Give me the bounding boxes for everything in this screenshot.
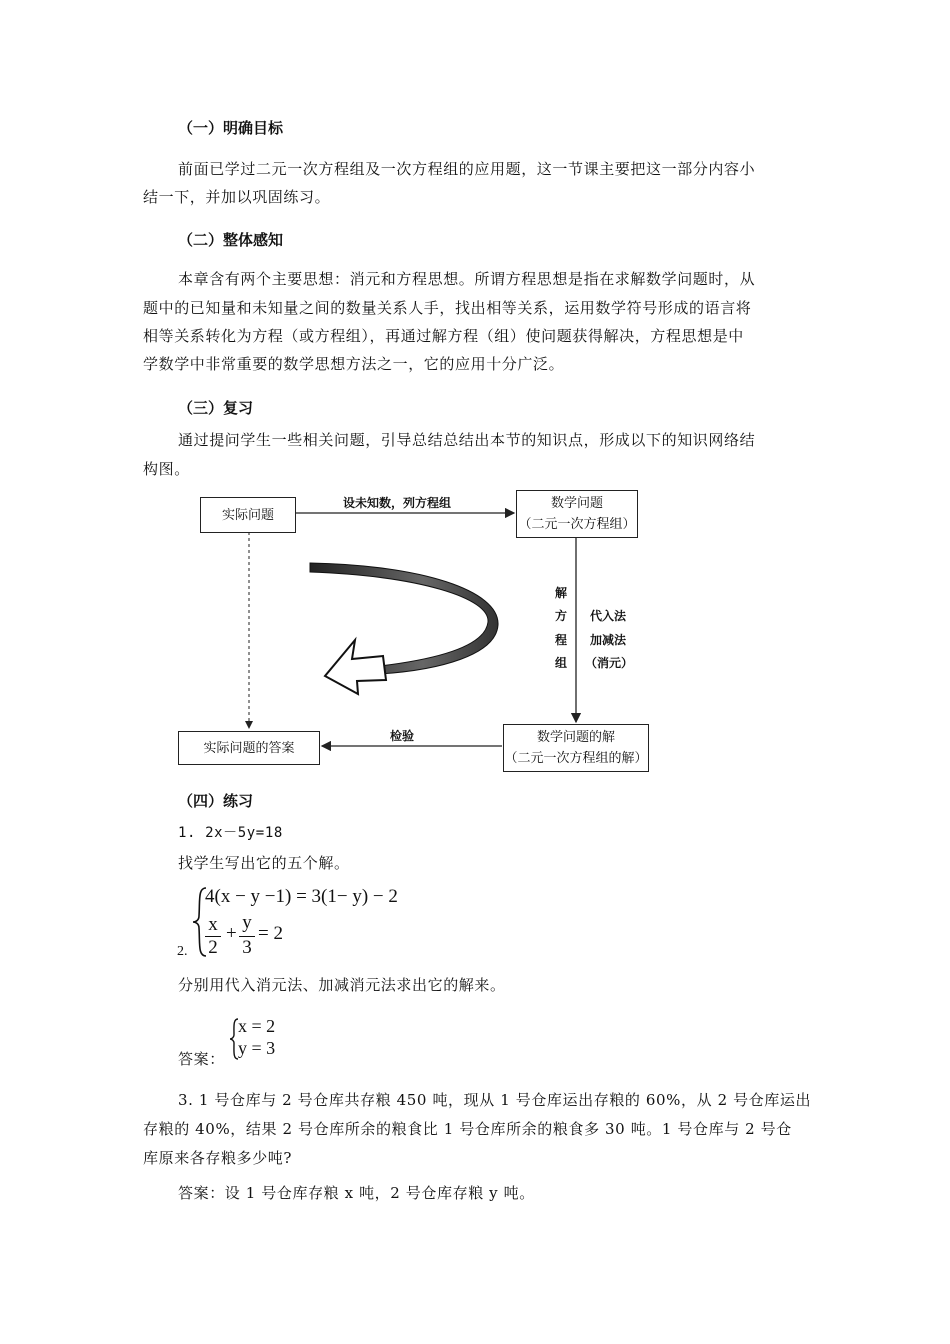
paragraph-line: 题中的已知量和未知量之间的数量关系人手，找出相等关系，运用数学符号形成的语言将 <box>143 299 752 317</box>
paragraph-line: 相等关系转化为方程（或方程组），再通过解方程（组）使问题获得解决，方程思想是中 <box>143 327 744 345</box>
label-method: 代入法 <box>590 609 627 623</box>
answer-x: x = 2 <box>238 1016 276 1036</box>
box-label: （二元一次方程组） <box>518 517 636 532</box>
hollow-arrow-head <box>325 640 386 694</box>
exercise-2-number: 2. <box>177 944 188 959</box>
exercise-1-text: 找学生写出它的五个解。 <box>178 854 350 872</box>
label-method: （消元） <box>585 656 634 670</box>
paragraph-line: 存粮的 40%，结果 2 号仓库所余的粮食比 1 号仓库所余的粮食多 30 吨。1 号仓库与 2 号仓 <box>143 1120 792 1138</box>
paragraph-line: 结一下，并加以巩固练习。 <box>143 188 331 206</box>
fraction-denominator: 2 <box>208 937 218 958</box>
label-formulate: 设未知数，列方程组 <box>343 496 452 510</box>
label-solve-char: 组 <box>555 656 568 670</box>
label-verify: 检验 <box>390 729 415 743</box>
box-label: （二元一次方程组的解） <box>504 751 648 766</box>
answer-label: 答案： <box>178 1050 225 1068</box>
fraction-numerator: y <box>242 912 252 933</box>
box-label: 实际问题的答案 <box>203 740 295 756</box>
exercise-3-answer: 答案：设 1 号仓库存粮 x 吨，2 号仓库存粮 y 吨。 <box>178 1184 535 1202</box>
section-title-perception: （二）整体感知 <box>178 231 284 249</box>
answer-y: y = 3 <box>238 1038 276 1058</box>
box-math-problem <box>516 490 638 538</box>
plus-sign: + <box>226 923 237 944</box>
paragraph-line: 前面已学过二元一次方程组及一次方程组的应用题，这一节课主要把这一部分内容小 <box>178 160 756 178</box>
paragraph-line: 3. 1 号仓库与 2 号仓库共存粮 450 吨，现从 1 号仓库运出存粮的 60%，从 2 号仓库运出 <box>178 1091 812 1109</box>
section-title-practice: （四）练习 <box>178 792 254 810</box>
equation-rhs: = 2 <box>258 923 283 944</box>
paragraph-line: 通过提问学生一些相关问题，引导总结总结出本节的知识点，形成以下的知识网络结 <box>178 431 756 449</box>
paragraph-line: 库原来各存粮多少吨? <box>143 1149 293 1167</box>
paragraph-line: 构图。 <box>143 460 190 478</box>
box-label: 数学问题的解 <box>536 730 615 745</box>
section-title-review: （三）复习 <box>178 399 254 417</box>
label-method: 加减法 <box>590 633 627 647</box>
box-real-answer <box>178 731 320 765</box>
equation-line-1: 4(x − y −1) = 3(1− y) − 2 <box>205 886 398 907</box>
fraction-denominator: 3 <box>242 937 252 958</box>
fraction-numerator: x <box>208 914 218 935</box>
box-label: 实际问题 <box>221 507 274 523</box>
box-math-solution <box>503 724 649 772</box>
curve-band <box>310 563 498 674</box>
section-title-goals: （一）明确目标 <box>178 119 284 137</box>
box-label: 数学问题 <box>550 496 603 511</box>
label-solve-char: 方 <box>555 609 568 623</box>
box-real-problem <box>200 497 296 533</box>
exercise-1-equation: 1. 2x－5y=18 <box>178 825 283 841</box>
label-solve-char: 程 <box>555 633 568 647</box>
exercise-2-text: 分别用代入消元法、加减消元法求出它的解来。 <box>178 976 506 994</box>
paragraph-line: 学数学中非常重要的数学思想方法之一，它的应用十分广泛。 <box>143 355 565 373</box>
label-solve-char: 解 <box>555 586 568 600</box>
paragraph-line: 本章含有两个主要思想：消元和方程思想。所谓方程思想是指在求解数学问题时，从 <box>178 270 756 288</box>
